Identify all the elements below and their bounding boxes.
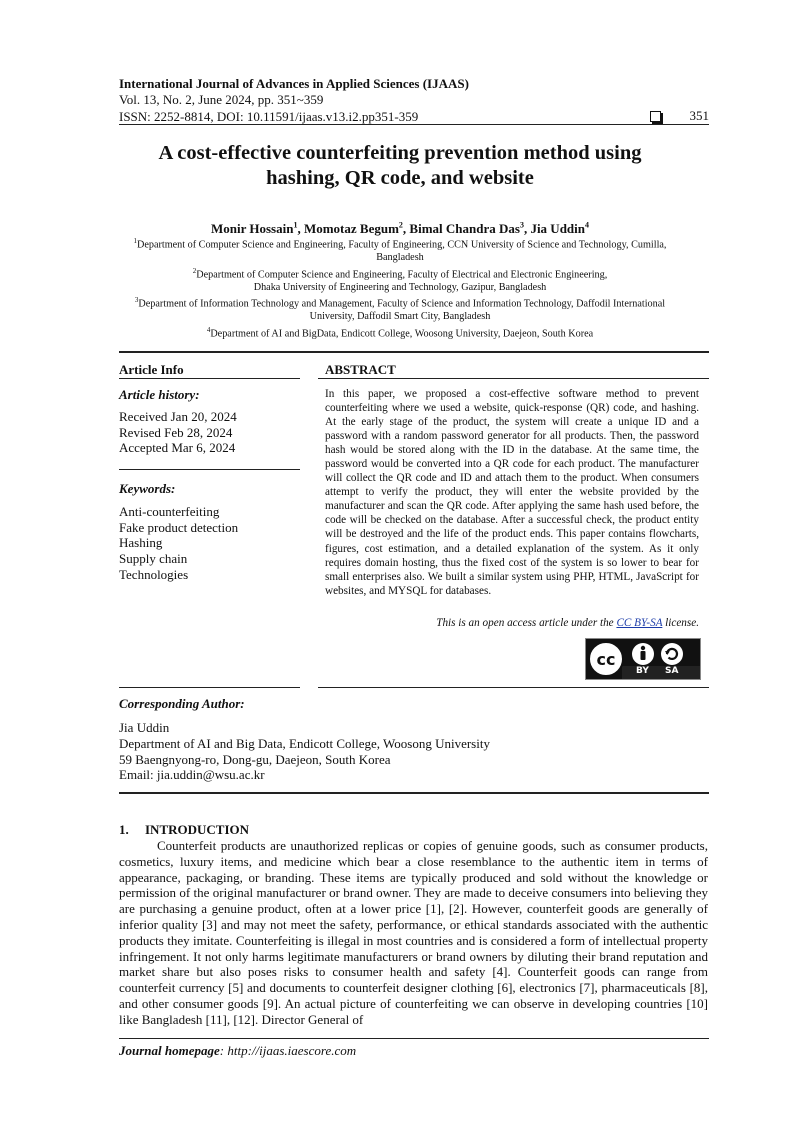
article-info-rule	[119, 378, 300, 379]
license-statement: This is an open access article under the CC BY-SA license.	[436, 617, 699, 629]
corresponding-author-block	[119, 720, 490, 783]
article-history	[119, 409, 237, 456]
keyword: Supply chain	[119, 551, 188, 567]
license-link[interactable]: CC BY-SA	[616, 617, 663, 629]
introduction-paragraph: Counterfeit products are unauthorized replicas or copies of genuine goods, such as consumer products, cosmetics, luxury items, and medicine which bear a close resemblance to the authentic item in terms of appearance, packaging, or branding. These items are typically produced and sold without the knowledge or permission of the original manufacturer or brand owner. They are made to deceive consumers into believing they are purchasing a genuine product, often at a lower price [1], [2]. However, counterfeit goods are generally of inferior quality [3] and may not meet the safety, performance, or ethical standards associated with the authentic products they imitate. Counterfeiting is illegal in most countries and is considered a form of intellectual property infringement. It not only harms legitimate manufacturers or brand owners by diluting their brand reputation and market share but also poses risks to consumer health and safety [4]. Counterfeit goods can range from counterfeit currency [5] and documents to counterfeit designer clothing [6], electronics [7], pharmaceuticals [8], and other consumer goods [9]. An actual picture of counterfeiting we can observe in developing countries [10] like Bangladesh [11], [12]. Director General of	[119, 838, 708, 1027]
author: Momotaz Begum$^2$,	[303, 221, 410, 237]
keyword-list	[119, 504, 238, 583]
cc-by-label: BY	[636, 666, 649, 676]
svg-text:cc: cc	[596, 650, 616, 669]
keyword: Fake product detection	[119, 519, 239, 535]
affiliation-cont: Dhaka University of Engineering and Technology, Gazipur, Bangladesh	[253, 281, 547, 293]
affiliation-cont: University, Daffodil Smart City, Bangladesh	[309, 311, 491, 323]
header-rule	[119, 124, 709, 125]
abstract-heading: ABSTRACT	[325, 362, 396, 377]
paper-title	[100, 141, 700, 191]
accepted-date: Accepted Mar 6, 2024	[119, 440, 236, 456]
cc-sa-label: SA	[665, 666, 679, 676]
abstract-bottom-rule	[318, 687, 709, 688]
corresponding-author-heading: Corresponding Author:	[119, 696, 245, 711]
section-number: 1.	[119, 822, 129, 837]
corresponding-address: 59 Baengnyong-ro, Dong-gu, Daejeon, South Korea	[119, 751, 391, 767]
title-line-1: A cost-effective counterfeiting prevention method using	[158, 142, 642, 164]
keyword: Technologies	[119, 566, 189, 582]
title-line-2: hashing, QR code, and website	[266, 167, 534, 189]
abstract-text: In this paper, we proposed a cost-effective software method to prevent counterfeiting where we used a website, quick-response (QR) code, and hashing. At the early stage of the product, the system will create a unique ID and a password with a random password generator for all products. Then, the password hash would be stored along with the ID in the database. At the same time, the password would be converted into a QR code for each product. The manufacturer will collect the QR code and ID and attach them to the product. When consumers attempt to verify the product, they will enter the website provided by the manufacturer and scan the QR code. After applying the same hash used before, the code will be checked on the database. After a successful check, the product entity will be destroyed and the life of the product ends. This paper contains flowcharts, figures, cost estimation, and a detailed explanation of the system. As it only requires domain hosting, thus the fixed cost of the system is so lower to bear for small enterprises also. We built a similar system using PHP, HTML, JavaScript for websites, and MYSQL for databases.	[325, 388, 699, 597]
author: Monir Hossain$^1$,	[210, 221, 304, 237]
affiliation: $^1$Department of Computer Science and Engineering, Faculty of Engineering, CCN University of Science and Technology, Cumilla,	[133, 237, 667, 251]
keywords-heading: Keywords:	[119, 481, 176, 496]
article-history-heading: Article history:	[119, 387, 200, 402]
affiliation-cont: Bangladesh	[376, 251, 424, 263]
author: Bimal Chandra Das$^3$,	[409, 221, 531, 237]
history-rule	[119, 469, 300, 470]
affiliation: $^3$Department of Information Technology and Management, Faculty of Science and Information Technology, Daffodil International	[134, 296, 666, 310]
cc-by-sa-badge[interactable]	[585, 638, 701, 680]
affiliations	[110, 235, 690, 341]
journal-header	[119, 76, 709, 124]
square-bullet-icon	[650, 111, 661, 122]
affiliation: $^2$Department of Computer Science and Engineering, Faculty of Electrical and Electronic Engineering,	[192, 266, 608, 280]
corresponding-dept: Department of AI and Big Data, Endicott College, Woosong University	[119, 735, 490, 751]
author: Jia Uddin$^4$	[530, 221, 589, 237]
page-number: 351	[689, 108, 709, 123]
homepage-url[interactable]: : http://ijaas.iaescore.com	[219, 1043, 357, 1058]
journal-volume: Vol. 13, No. 2, June 2024, pp. 351~359	[119, 92, 324, 107]
footer-rule	[119, 1038, 709, 1039]
section-title: INTRODUCTION	[145, 822, 250, 837]
corresponding-name: Jia Uddin	[119, 720, 170, 735]
abstract-rule	[318, 378, 709, 379]
keywords-rule	[119, 687, 300, 688]
corresponding-email[interactable]: Email: jia.uddin@wsu.ac.kr	[119, 767, 265, 783]
revised-date: Revised Feb 28, 2024	[119, 424, 233, 440]
corresponding-rule	[119, 792, 709, 794]
keyword: Hashing	[119, 535, 163, 551]
issn-row	[119, 108, 709, 124]
article-info-heading: Article Info	[119, 362, 184, 377]
keyword: Anti-counterfeiting	[119, 504, 220, 519]
homepage-label: Journal homepage	[119, 1043, 220, 1058]
journal-homepage	[119, 1043, 356, 1059]
received-date: Received Jan 20, 2024	[119, 409, 237, 424]
info-top-rule	[119, 351, 709, 353]
journal-issn: ISSN: 2252-8814, DOI: 10.11591/ijaas.v13.i2.pp351-359	[119, 109, 419, 124]
journal-name: International Journal of Advances in Applied Sciences (IJAAS)	[119, 76, 469, 91]
section-heading	[119, 822, 249, 838]
affiliation: $^4$Department of AI and BigData, Endicott College, Woosong University, Daejeon, South Korea	[206, 325, 594, 340]
